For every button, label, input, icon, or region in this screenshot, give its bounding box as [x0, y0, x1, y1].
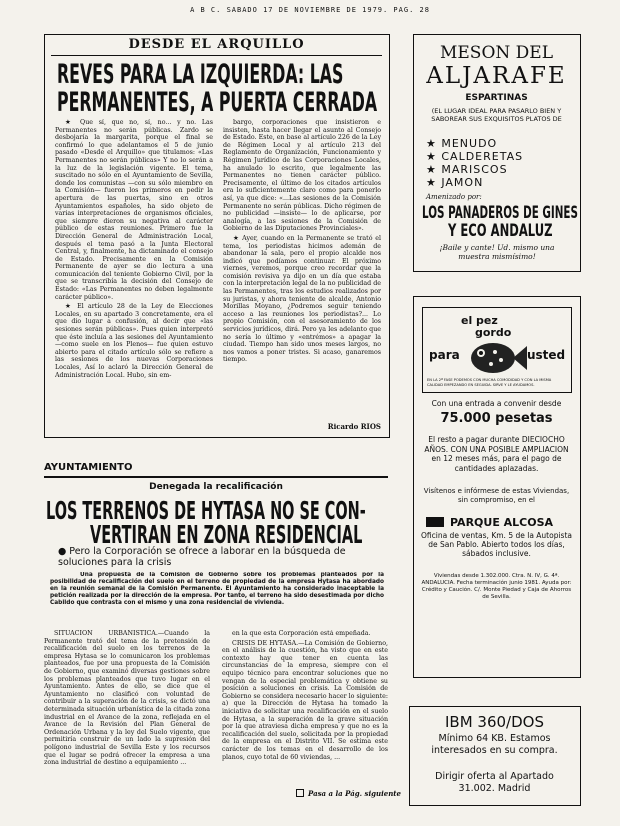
- building-icon: [426, 517, 444, 527]
- alcosa-price: 75.000 pesetas: [440, 411, 553, 426]
- paragraph: ★ Que sí, que no, sí, no... y no. Las Permanentes no serán públicas. Zardo se desbojaría la margarita, porque el final se confirmó lo que adelantamos el 5 de junio pasado «Desde el Arquillo» que titulamos: «Las Permanentes no serán públicas» Y no lo serán a la luz de la legislación vigente. El tema, suscitado no sólo en el Ayuntamiento de Sevilla, donde los comunistas —con su sólo miembro en la Comisión— fueron los primeros en pedir la apertura de las puertas, sino en otros Ayuntamientos españoles, ha sido objeto de varias interpretaciones de organismos oficiales, que siempre dieron su negativa al carácter público de estas reuniones. Primero fue la Dirección General de Administración Local, después el tema pasó a la Junta Electoral Central, y, finalmente, ha dictaminado el consejo de Estado. Precisamente en la Comisión Permanente de ayer se dio lectura a una comunicación del teniente Gobierno Civil, por la que se transcribía la decisión del Consejo de Estado: «Las Permanentes no deben legalmente carácter público».: [55, 119, 213, 301]
- signature: Ricardo RIOS: [327, 423, 381, 431]
- meson-amenizado: Amenizado por:: [426, 193, 482, 201]
- band-line-1: LOS PANADEROS DE GINES: [422, 203, 578, 223]
- alcosa-visitenos: Visítenos e infórmese de estas Viviendas, sin compromiso, en el: [423, 487, 570, 504]
- deck: ● Pero la Corporación se ofrece a laborar en la búsqueda de soluciones para la crisis: [58, 546, 346, 568]
- meson-item: ★ CALDERETAS: [426, 150, 524, 163]
- paragraph: ★ El artículo 28 de la Ley de Elecciones Locales, en su apartado 3 concretamente, era el que dio lugar a confusión, al decir que «las sesiones serán públicas». Pues quien interpretó que éste incluía a las sesiones del Ayuntamiento —como suele en los Plenos— fue quien estuvo abierto para el citado artículo sólo se refiere a las sesiones de los nuevas Corporaciones Locales, Así lo aclaró la Dirección General de Administración Local. Hubo, sin em-: [55, 303, 213, 379]
- paragraph: bargo, corporaciones que insistieron e insisten, hasta hacer llegar el asunto al Consejo de Estado. Este, en base al artículo 226 de la Ley de Régimen Local y al artículo 213 del Reglamento de Organización, Funcionamiento y Régimen Jurídico de las Corporaciones Locales, ha anulado lo escrito, que legalmente las Permanentes no tienen carácter público. Precisamente, el último de los citados artículos era lo suficientemente claro como para ponerlo así, ya que dice: «...Las sesiones de la Comisión Permanente no serán públicas. Dicho régimen de no publicidad —insiste— lo de aplicarse, por analogía, a las sesiones de la Comisión de Gobierno de las Diputaciones Provinciales».: [223, 119, 381, 233]
- logo-word: usted: [527, 348, 566, 362]
- section-title: DESDE EL ARQUILLO: [128, 37, 305, 52]
- ibm-ad: [409, 706, 581, 806]
- arquillo-article: [44, 34, 390, 438]
- alcosa-resto: El resto a pagar durante DIECIOCHO AÑOS. CON UNA POSIBLE AMPLIACION en 12 meses más, para el pago de cantidades aplazadas.: [424, 435, 569, 473]
- intro-paragraph: Una propuesta de la Comisión de Gobierno sobre los problemas planteados por la posibilidad de recalificación del suelo en el terreno de propiedad de la empresa Hytasa ha abordado en la reunión semanal de la Comisión Permanente. El Ayuntamiento ha considerado inaceptable la petición realizada por la dirección de la empresa. Por tanto, el terreno ha sido desestimada por dicho Cabildo que contrasta con el mismo y una zona residencial de vivienda.: [50, 572, 384, 606]
- logo-word: el pez: [461, 314, 498, 327]
- meson-item: ★ JAMON: [426, 176, 484, 189]
- hytasa-column-1: [44, 630, 210, 806]
- meson-desc: (EL LUGAR IDEAL PARA PASARLO BIEN Y SABOREAR SUS EXQUISITOS PLATOS DE: [431, 107, 562, 123]
- paragraph: ★ Ayer, cuando en la Permanente se trató el tema, los periodistas hicimos ademán de abandonar la sala, pero el propio alcalde nos indicó que podíamos continuar. El próximo viernes, veremos, porque creo recordar que la comisión revisiva ya dijo en un día que estaba con la interpretación legal de la no publicidad de las Permanentes, tras los estudios realizados por su juristas, y ahora teniente de alcalde, Antonio Morillas Moyano, ¿Podremos seguir teniendo acceso a las reuniones los periodistas?... Lo propio Comisión, con el asesoramiento de los servicios jurídicos, dirá. Pero ya les adelanto que no sería lo último y «entrémos» a apagar la ciudad. Tiempo han sido unos meses largos, no nos vamos a poner tristes. Si acaso, ganaremos tiempo.: [223, 234, 381, 364]
- continue-text: Pasa a la Pág. siguiente: [308, 789, 401, 798]
- ibm-line-2: Mínimo 64 KB. Estamos interesados en su compra.: [431, 733, 558, 756]
- alcosa-logo-box: [422, 307, 572, 393]
- meson-item: ★ MENUDO: [426, 137, 498, 150]
- square-icon: [296, 789, 304, 797]
- section-rule: [44, 476, 388, 478]
- meson-line-3: ESPARTINAS: [465, 93, 528, 103]
- ibm-line-1: IBM 360/DOS: [445, 713, 544, 731]
- alcosa-brand: PARQUE ALCOSA: [450, 516, 554, 529]
- headline-line-2: PERMANENTES, A PUERTA CERRADA: [57, 87, 378, 118]
- logo-word: para: [429, 348, 460, 362]
- page-header: A B C. SABADO 17 DE NOVIEMBRE DE 1979. PAG. 28: [190, 6, 430, 14]
- meson-ad: [413, 34, 581, 272]
- kicker: Denegada la recalificación: [149, 482, 283, 492]
- alcosa-ad: [413, 296, 581, 678]
- ibm-line-3: Dirigir oferta al Apartado 31.002. Madrid: [435, 771, 554, 794]
- meson-tagline: ¡Baile y cante! Ud. mismo una muestra mismísimo!: [439, 243, 555, 261]
- arquillo-column-2: [223, 119, 381, 421]
- paragraph: CRISIS DE HYTASA.—La Comisión de Gobierno, en el análisis de la cuestión, ha visto que en este contexto hay que tener en cuenta las circunstancias de la empresa, siempre con el equipo técnico para encontrar soluciones que no vengan de la especial problemática y obtiene su posición a soluciones en crisis. La Comisión de Gobierno se considera necesario hacer lo siguiente: a) que la Dirección de Hytasa ha tomado la iniciativa de solicitar una recalificación en el suelo de Hytasa, a la superación de la grave situación por la que atraviesa dicha empresa y que no es la recalificación del suelo, solicitada por la propiedad de la empresa en el Distrito VII. Se estima este carácter de los temas en el desarrollo de los planos, cuyo total de 60 viviendas, ...: [222, 639, 388, 761]
- alcosa-small-print: EN LA 2ª FASE PODEMOS CON MUCHA COMODIDAD Y CON LA MISMA CALIDAD EMPEZANDO EN SEGUIDA. SIRVE Y LE AYUDAMOS.: [427, 378, 552, 387]
- alcosa-brand-row: [426, 511, 576, 530]
- logo-word: gordo: [475, 326, 512, 339]
- headline-line-1: REVES PARA LA IZQUIERDA: LAS: [57, 59, 344, 90]
- paragraph: en la que esta Corporación está empeñada.: [232, 630, 371, 637]
- hytasa-column-2: [222, 630, 388, 786]
- band-line-2: Y ECO ANDALUZ: [448, 221, 553, 241]
- alcosa-entrada: Con una entrada a convenir desde: [431, 399, 562, 408]
- alcosa-oficina: Oficina de ventas, Km. 5 de la Autopista de San Pablo. Abierto todos los días, sábados inclusive.: [420, 531, 573, 558]
- title-rule: [51, 55, 382, 56]
- ayuntamiento-label: AYUNTAMIENTO: [44, 462, 133, 473]
- meson-line-2: ALJARAFE: [426, 63, 567, 89]
- continue-note: [296, 789, 401, 798]
- hytasa-headline-1: LOS TERRENOS DE HYTASA NO SE CON-: [46, 496, 366, 525]
- alcosa-detalle: Viviendas desde 1.302.000. Ctra. N. IV, G. 4ª. ANDALUCIA. Fecha terminación junio 1981. Ayuda por: Crédito y Caución. C/. Monte Piedad y Caja de Ahorros de Sevilla.: [421, 573, 572, 600]
- meson-item: ★ MARISCOS: [426, 163, 508, 176]
- fish-icon: [467, 338, 527, 378]
- hytasa-headline-2: VERTIRAN EN ZONA RESIDENCIAL: [90, 520, 363, 549]
- meson-line-1: MESON DEL: [439, 43, 553, 63]
- arquillo-column-1: [55, 119, 213, 433]
- paragraph: SITUACION URBANISTICA.—Cuando la Permanente trató del tema de la pretensión de recalificación del suelo en los terrenos de la empresa Hytasa se lo comunicaron los problemas planteados, fue por una propuesta de la Comisión de Gobierno, que examinó diversas gestiones sobre los problemas planteados que tuvo lugar en el Ayuntamiento. Antes de ello, se dice que el Ayuntamiento no clasificó con voluntad de contribuir a la superación de la crisis, se dictó una determinada situación urbanística de la citada zona industrial en el Avance de la zona, reflejada en el Avance de la Revisión del Plan General de Ordenación Urbana y la ley del Suelo vigente, que permitiría construir de un lado la supresión del polígono industrial de Sevilla Este y los recursos que el lugar se podrá ofrecer la empresa a una zona industrial de destino a equipamiento ...: [44, 630, 210, 767]
